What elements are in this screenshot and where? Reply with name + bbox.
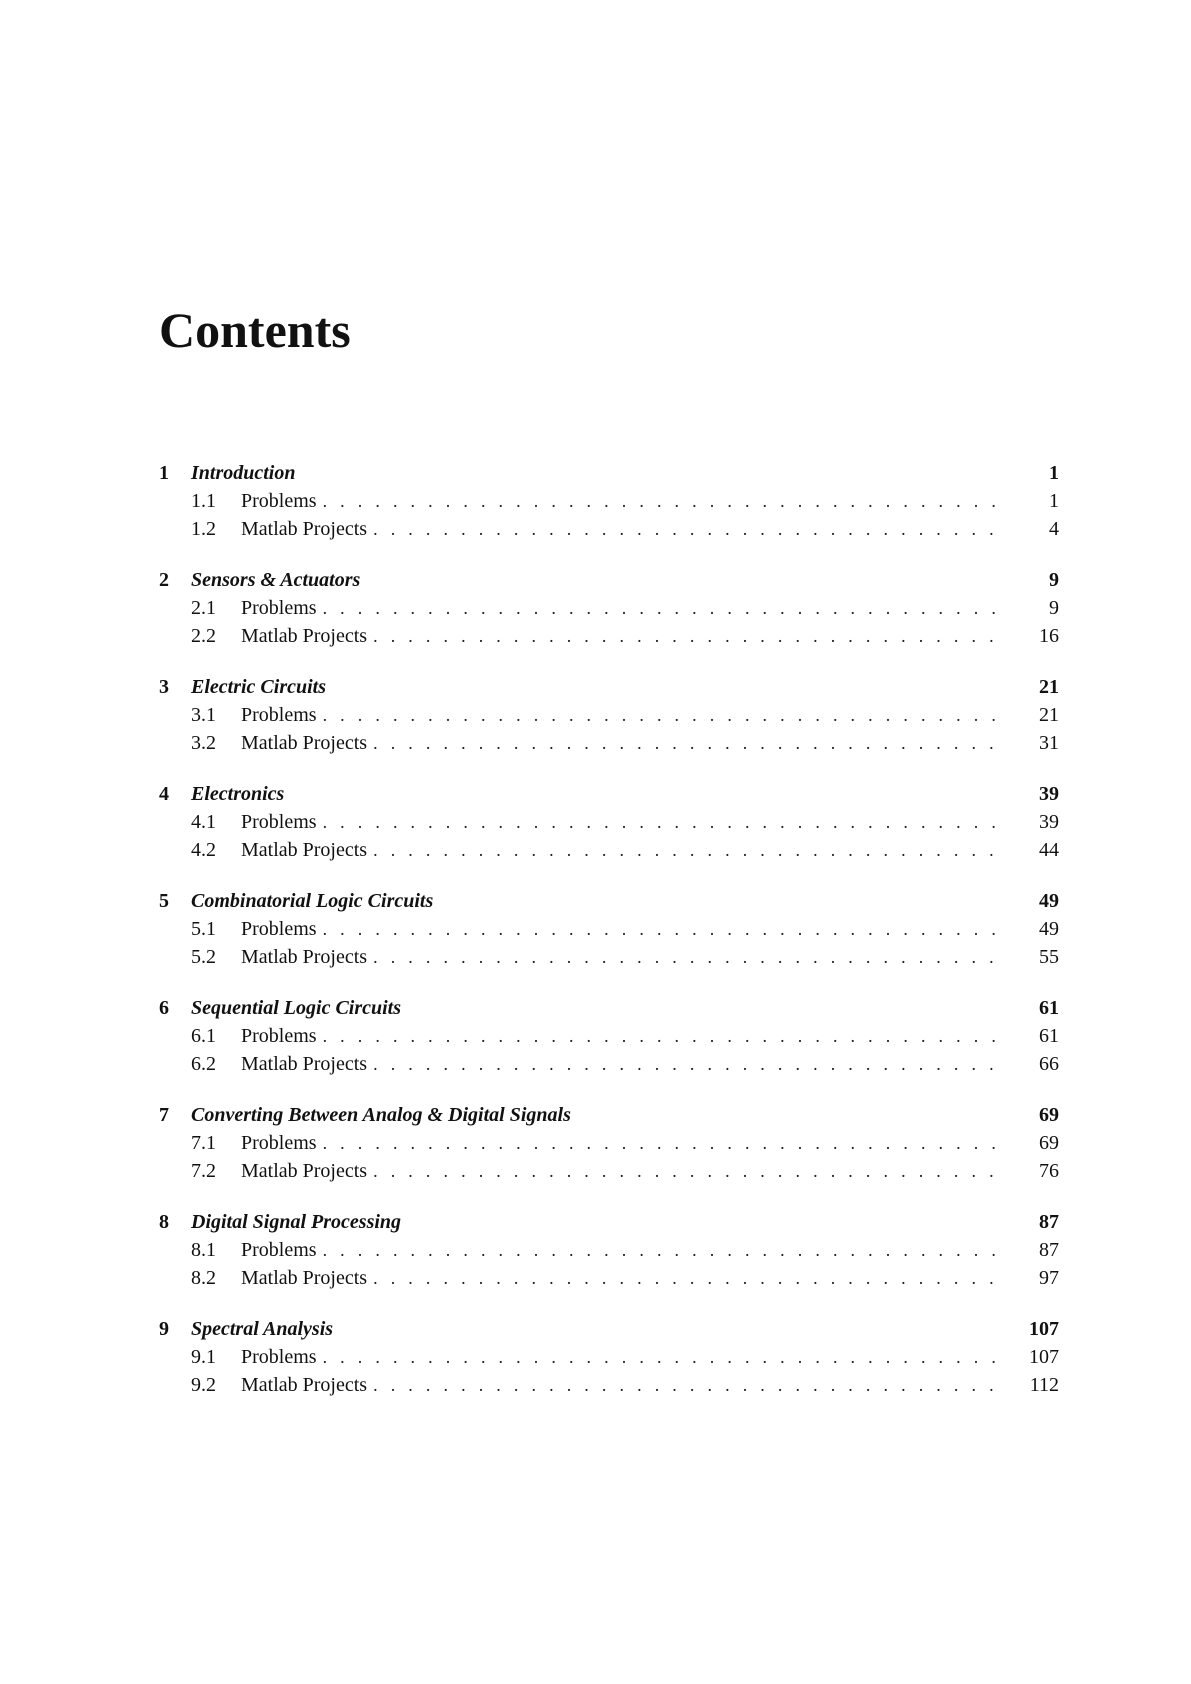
chapter-number: 3 <box>159 676 169 698</box>
toc-chapter <box>159 783 1059 890</box>
section-page-number: 44 <box>1039 839 1059 861</box>
chapter-number: 5 <box>159 890 169 912</box>
section-page-number: 21 <box>1039 704 1059 726</box>
chapter-title: Converting Between Analog & Digital Signals <box>191 1104 571 1126</box>
section-entry[interactable] <box>159 518 1059 546</box>
toc-chapter <box>159 1211 1059 1318</box>
section-title: Matlab Projects <box>241 518 368 540</box>
section-title: Problems <box>241 704 317 726</box>
chapter-number: 7 <box>159 1104 169 1126</box>
dot-leader <box>323 1133 999 1154</box>
dot-leader <box>323 812 999 833</box>
dot-leader <box>373 1375 999 1396</box>
dot-leader <box>323 705 999 726</box>
dot-leader <box>373 626 999 647</box>
section-number: 8.2 <box>191 1267 216 1289</box>
chapter-title: Sensors & Actuators <box>191 569 361 591</box>
dot-leader <box>373 1161 999 1182</box>
chapter-page-number: 49 <box>1039 890 1059 912</box>
section-entry[interactable] <box>159 1267 1059 1295</box>
dot-leader <box>323 491 999 512</box>
chapter-entry[interactable] <box>159 462 1059 490</box>
section-title: Problems <box>241 1025 317 1047</box>
dot-leader <box>323 1347 999 1368</box>
chapter-page-number: 69 <box>1039 1104 1059 1126</box>
section-entry[interactable] <box>159 1160 1059 1188</box>
section-entry[interactable] <box>159 811 1059 839</box>
section-page-number: 55 <box>1039 946 1059 968</box>
section-page-number: 39 <box>1039 811 1059 833</box>
toc-chapter <box>159 890 1059 997</box>
dot-leader <box>323 919 999 940</box>
section-entry[interactable] <box>159 1132 1059 1160</box>
chapter-number: 8 <box>159 1211 169 1233</box>
section-title: Matlab Projects <box>241 732 368 754</box>
section-number: 8.1 <box>191 1239 216 1261</box>
section-entry[interactable] <box>159 597 1059 625</box>
section-number: 3.1 <box>191 704 216 726</box>
section-number: 7.2 <box>191 1160 216 1182</box>
dot-leader <box>373 733 999 754</box>
section-entry[interactable] <box>159 704 1059 732</box>
section-number: 6.2 <box>191 1053 216 1075</box>
dot-leader <box>373 840 999 861</box>
section-page-number: 107 <box>1029 1346 1059 1368</box>
section-entry[interactable] <box>159 1053 1059 1081</box>
section-page-number: 69 <box>1039 1132 1059 1154</box>
dot-leader <box>373 1268 999 1289</box>
section-title: Matlab Projects <box>241 1160 368 1182</box>
section-number: 1.1 <box>191 490 216 512</box>
toc-chapter <box>159 1318 1059 1425</box>
section-number: 9.2 <box>191 1374 216 1396</box>
section-entry[interactable] <box>159 918 1059 946</box>
section-page-number: 76 <box>1039 1160 1059 1182</box>
section-page-number: 112 <box>1029 1374 1059 1396</box>
chapter-number: 6 <box>159 997 169 1019</box>
chapter-number: 9 <box>159 1318 169 1340</box>
chapter-number: 4 <box>159 783 169 805</box>
section-number: 2.2 <box>191 625 216 647</box>
section-entry[interactable] <box>159 1025 1059 1053</box>
section-number: 5.2 <box>191 946 216 968</box>
section-page-number: 9 <box>1049 597 1059 619</box>
section-number: 4.2 <box>191 839 216 861</box>
toc-chapter <box>159 462 1059 569</box>
dot-leader <box>373 519 999 540</box>
chapter-number: 1 <box>159 462 169 484</box>
dot-leader <box>323 1240 999 1261</box>
chapter-title: Electric Circuits <box>191 676 326 698</box>
chapter-page-number: 87 <box>1039 1211 1059 1233</box>
dot-leader <box>373 947 999 968</box>
section-title: Matlab Projects <box>241 1267 368 1289</box>
chapter-title: Spectral Analysis <box>191 1318 334 1340</box>
chapter-number: 2 <box>159 569 169 591</box>
chapter-title: Combinatorial Logic Circuits <box>191 890 434 912</box>
section-entry[interactable] <box>159 1346 1059 1374</box>
section-number: 5.1 <box>191 918 216 940</box>
section-page-number: 31 <box>1039 732 1059 754</box>
chapter-entry[interactable] <box>159 1318 1059 1346</box>
chapter-page-number: 61 <box>1039 997 1059 1019</box>
toc-chapter <box>159 676 1059 783</box>
section-number: 9.1 <box>191 1346 216 1368</box>
section-entry[interactable] <box>159 1239 1059 1267</box>
chapter-page-number: 9 <box>1049 569 1059 591</box>
chapter-entry[interactable] <box>159 1211 1059 1239</box>
table-of-contents <box>159 462 1059 1425</box>
section-page-number: 87 <box>1039 1239 1059 1261</box>
chapter-entry[interactable] <box>159 783 1059 811</box>
section-entry[interactable] <box>159 732 1059 760</box>
chapter-entry[interactable] <box>159 569 1059 597</box>
chapter-page-number: 1 <box>1049 462 1059 484</box>
section-title: Problems <box>241 1132 317 1154</box>
toc-chapter <box>159 569 1059 676</box>
chapter-title: Electronics <box>191 783 285 805</box>
page-title: Contents <box>159 302 351 358</box>
section-title: Matlab Projects <box>241 839 368 861</box>
chapter-entry[interactable] <box>159 997 1059 1025</box>
dot-leader <box>323 598 999 619</box>
chapter-page-number: 107 <box>1029 1318 1059 1340</box>
chapter-page-number: 39 <box>1039 783 1059 805</box>
section-title: Problems <box>241 1346 317 1368</box>
section-page-number: 66 <box>1039 1053 1059 1075</box>
section-number: 4.1 <box>191 811 216 833</box>
section-number: 7.1 <box>191 1132 216 1154</box>
chapter-title: Sequential Logic Circuits <box>191 997 402 1019</box>
section-entry[interactable] <box>159 625 1059 653</box>
section-title: Problems <box>241 1239 317 1261</box>
toc-chapter <box>159 997 1059 1104</box>
section-title: Matlab Projects <box>241 1374 368 1396</box>
section-number: 1.2 <box>191 518 216 540</box>
section-page-number: 97 <box>1039 1267 1059 1289</box>
section-number: 6.1 <box>191 1025 216 1047</box>
toc-chapter <box>159 1104 1059 1211</box>
section-entry[interactable] <box>159 946 1059 974</box>
chapter-entry[interactable] <box>159 676 1059 704</box>
section-page-number: 49 <box>1039 918 1059 940</box>
section-number: 3.2 <box>191 732 216 754</box>
section-page-number: 4 <box>1049 518 1059 540</box>
chapter-page-number: 21 <box>1039 676 1059 698</box>
dot-leader <box>323 1026 999 1047</box>
section-title: Problems <box>241 811 317 833</box>
section-entry[interactable] <box>159 1374 1059 1402</box>
dot-leader <box>373 1054 999 1075</box>
section-title: Problems <box>241 597 317 619</box>
section-page-number: 16 <box>1039 625 1059 647</box>
chapter-entry[interactable] <box>159 890 1059 918</box>
section-title: Problems <box>241 918 317 940</box>
section-title: Matlab Projects <box>241 625 368 647</box>
section-title: Matlab Projects <box>241 946 368 968</box>
section-number: 2.1 <box>191 597 216 619</box>
chapter-title: Digital Signal Processing <box>191 1211 402 1233</box>
section-entry[interactable] <box>159 839 1059 867</box>
chapter-title: Introduction <box>191 462 296 484</box>
section-page-number: 61 <box>1039 1025 1059 1047</box>
section-entry[interactable] <box>159 490 1059 518</box>
section-title: Problems <box>241 490 317 512</box>
section-title: Matlab Projects <box>241 1053 368 1075</box>
chapter-entry[interactable] <box>159 1104 1059 1132</box>
section-page-number: 1 <box>1049 490 1059 512</box>
